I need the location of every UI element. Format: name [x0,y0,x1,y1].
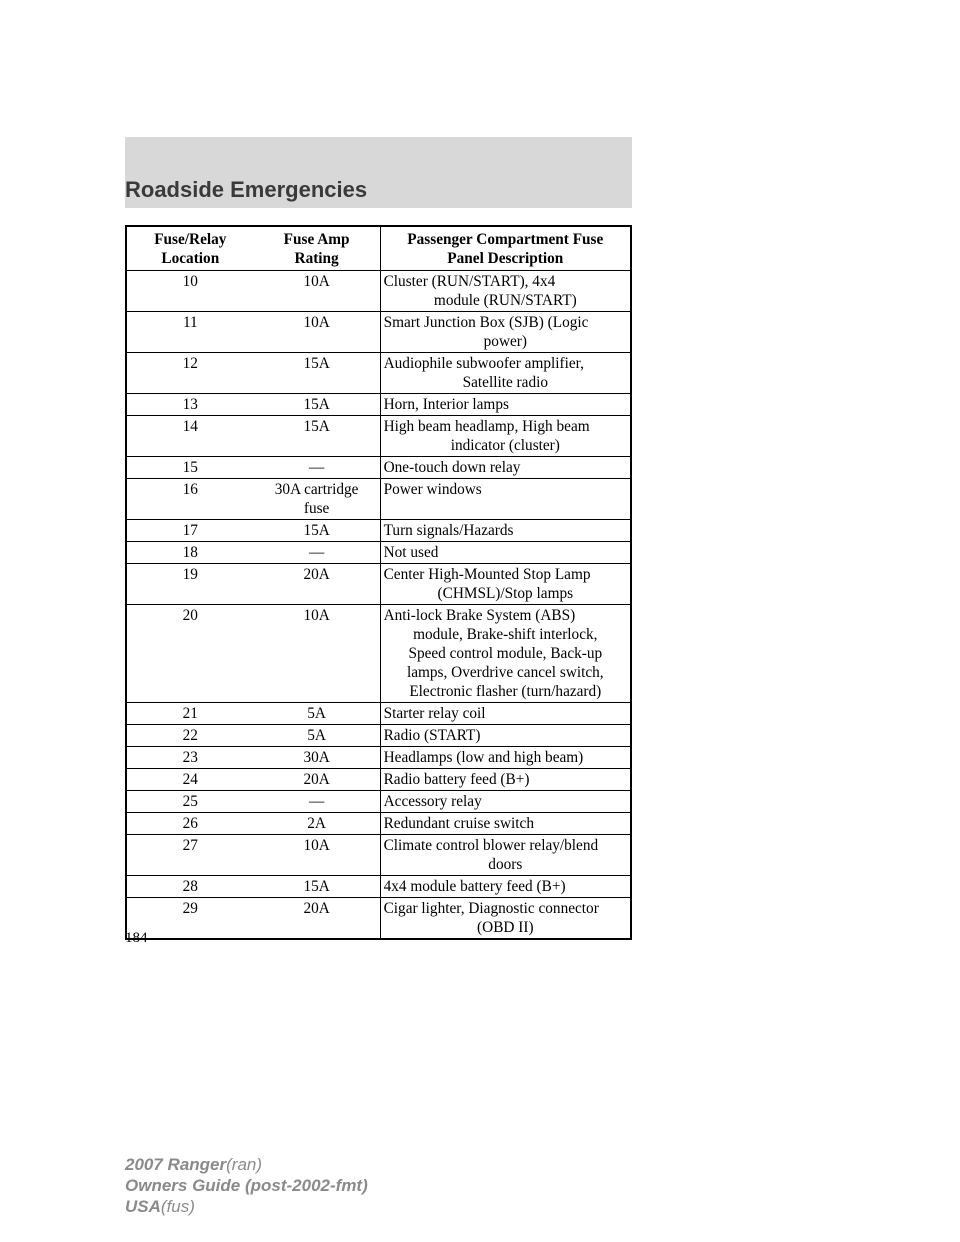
cell-rating [254,747,380,769]
table-body [126,271,631,940]
cell-location: 22 [126,725,254,747]
cell-rating [254,769,380,791]
cell-rating [254,520,380,542]
table-row [126,271,631,312]
cell-description-line: Horn, Interior lamps [383,396,509,413]
cell-location: 15 [126,457,254,479]
cell-description-line: Radio battery feed (B+) [383,771,530,788]
cell-location: 23 [126,747,254,769]
table-row [126,479,631,520]
cell-rating [254,813,380,835]
cell-description-line: (CHMSL)/Stop lamps [437,585,574,602]
table-row [126,564,631,605]
table-row [126,703,631,725]
cell-description [380,703,631,725]
cell-description-line: module (RUN/START) [433,292,577,309]
cell-rating-line: 10A [303,314,330,331]
cell-description [380,747,631,769]
table-row [126,542,631,564]
cell-description [380,813,631,835]
cell-description [380,564,631,605]
cell-description-line: 4x4 module battery feed (B+) [383,878,566,895]
cell-rating [254,876,380,898]
footer [125,1154,368,1217]
cell-rating-line: 30A [303,749,330,766]
column-header-location: Fuse/Relay Location [126,226,254,271]
cell-rating [254,605,380,703]
cell-description-line: Headlamps (low and high beam) [383,749,584,766]
cell-location: 29 [126,898,254,940]
cell-description-line: Center High-Mounted Stop Lamp [383,566,591,583]
cell-rating [254,898,380,940]
cell-description-line: Cigar lighter, Diagnostic connector [383,900,599,917]
cell-rating-line: — [308,544,325,561]
cell-rating-line: 10A [303,837,330,854]
cell-rating [254,703,380,725]
cell-rating-line: 30A cartridge [274,481,359,498]
cell-rating-line: 10A [303,607,330,624]
cell-rating-line: 15A [303,522,330,539]
cell-description-line: Redundant cruise switch [383,815,534,832]
column-header-rating: Fuse Amp Rating [254,226,380,271]
cell-rating-line: fuse [303,500,330,517]
cell-location: 21 [126,703,254,725]
cell-location: 13 [126,394,254,416]
cell-description-line: Smart Junction Box (SJB) (Logic [383,314,589,331]
cell-rating-line: — [308,459,325,476]
cell-location: 20 [126,605,254,703]
table-row [126,353,631,394]
cell-rating-line: — [308,793,325,810]
cell-location: 17 [126,520,254,542]
cell-location: 28 [126,876,254,898]
cell-description-line: lamps, Overdrive cancel switch, [406,664,604,681]
cell-rating [254,312,380,353]
cell-description [380,542,631,564]
cell-description-line: (OBD II) [477,919,534,936]
cell-rating-line: 20A [303,771,330,788]
cell-location: 16 [126,479,254,520]
cell-description [380,725,631,747]
table-row [126,835,631,876]
cell-rating-line: 10A [303,273,330,290]
cell-description [380,416,631,457]
cell-description [380,605,631,703]
cell-description [380,479,631,520]
cell-rating [254,564,380,605]
cell-description-line: doors [488,856,523,873]
cell-rating [254,791,380,813]
table-row [126,725,631,747]
cell-rating [254,479,380,520]
cell-description-line: Electronic flasher (turn/hazard) [409,683,602,700]
cell-rating [254,416,380,457]
cell-rating-line: 15A [303,878,330,895]
cell-rating [254,457,380,479]
cell-description-line: Power windows [383,481,482,498]
table-row [126,769,631,791]
table-row [126,312,631,353]
cell-description-line: High beam headlamp, High beam [383,418,590,435]
table-row [126,394,631,416]
cell-description-line: Accessory relay [383,793,482,810]
cell-location: 12 [126,353,254,394]
cell-description-line: Not used [383,544,439,561]
cell-description-line: Speed control module, Back-up [408,645,603,662]
cell-rating-line: 5A [307,727,326,744]
table-row [126,457,631,479]
section-title: Roadside Emergencies [125,177,368,202]
cell-description-line: power) [483,333,527,350]
cell-description [380,353,631,394]
cell-location: 10 [126,271,254,312]
cell-rating [254,394,380,416]
cell-description [380,394,631,416]
cell-rating [254,725,380,747]
cell-description-line: Anti-lock Brake System (ABS) [383,607,576,624]
cell-description-line: Audiophile subwoofer amplifier, [383,355,584,372]
cell-rating-line: 15A [303,396,330,413]
cell-rating [254,271,380,312]
cell-rating-line: 20A [303,900,330,917]
cell-description [380,312,631,353]
cell-description-line: module, Brake-shift interlock, [413,626,598,643]
table-row [126,898,631,940]
cell-rating-line: 20A [303,566,330,583]
table-row [126,876,631,898]
cell-description [380,769,631,791]
cell-location: 18 [126,542,254,564]
cell-rating [254,835,380,876]
cell-location: 19 [126,564,254,605]
cell-rating-line: 5A [307,705,326,722]
fuse-table [125,225,632,940]
cell-description-line: Starter relay coil [383,705,486,722]
table-row [126,520,631,542]
table-row [126,605,631,703]
cell-description-line: Cluster (RUN/START), 4x4 [383,273,556,290]
cell-description [380,835,631,876]
cell-location: 11 [126,312,254,353]
cell-location: 25 [126,791,254,813]
footer-line: USA(fus) [125,1197,195,1216]
cell-description-line: indicator (cluster) [450,437,560,454]
table-header-row [126,226,631,271]
cell-location: 24 [126,769,254,791]
cell-description [380,271,631,312]
page-number: 184 [125,930,148,946]
footer-line: Owners Guide (post-2002-fmt) [125,1176,368,1195]
cell-description [380,791,631,813]
cell-description-line: Radio (START) [383,727,481,744]
table-row [126,791,631,813]
cell-rating [254,542,380,564]
cell-description [380,520,631,542]
cell-location: 14 [126,416,254,457]
cell-description [380,876,631,898]
cell-description [380,457,631,479]
table-row [126,416,631,457]
table-row [126,747,631,769]
cell-description-line: Satellite radio [462,374,548,391]
cell-description-line: Climate control blower relay/blend [383,837,599,854]
cell-location: 26 [126,813,254,835]
table-row [126,813,631,835]
cell-rating-line: 15A [303,418,330,435]
cell-rating-line: 15A [303,355,330,372]
column-header-description: Passenger Compartment Fuse Panel Description [380,226,631,271]
cell-location: 27 [126,835,254,876]
cell-description-line: One-touch down relay [383,459,521,476]
footer-line: 2007 Ranger(ran) [125,1155,263,1174]
cell-description-line: Turn signals/Hazards [383,522,514,539]
cell-rating [254,353,380,394]
cell-description [380,898,631,940]
cell-rating-line: 2A [307,815,326,832]
